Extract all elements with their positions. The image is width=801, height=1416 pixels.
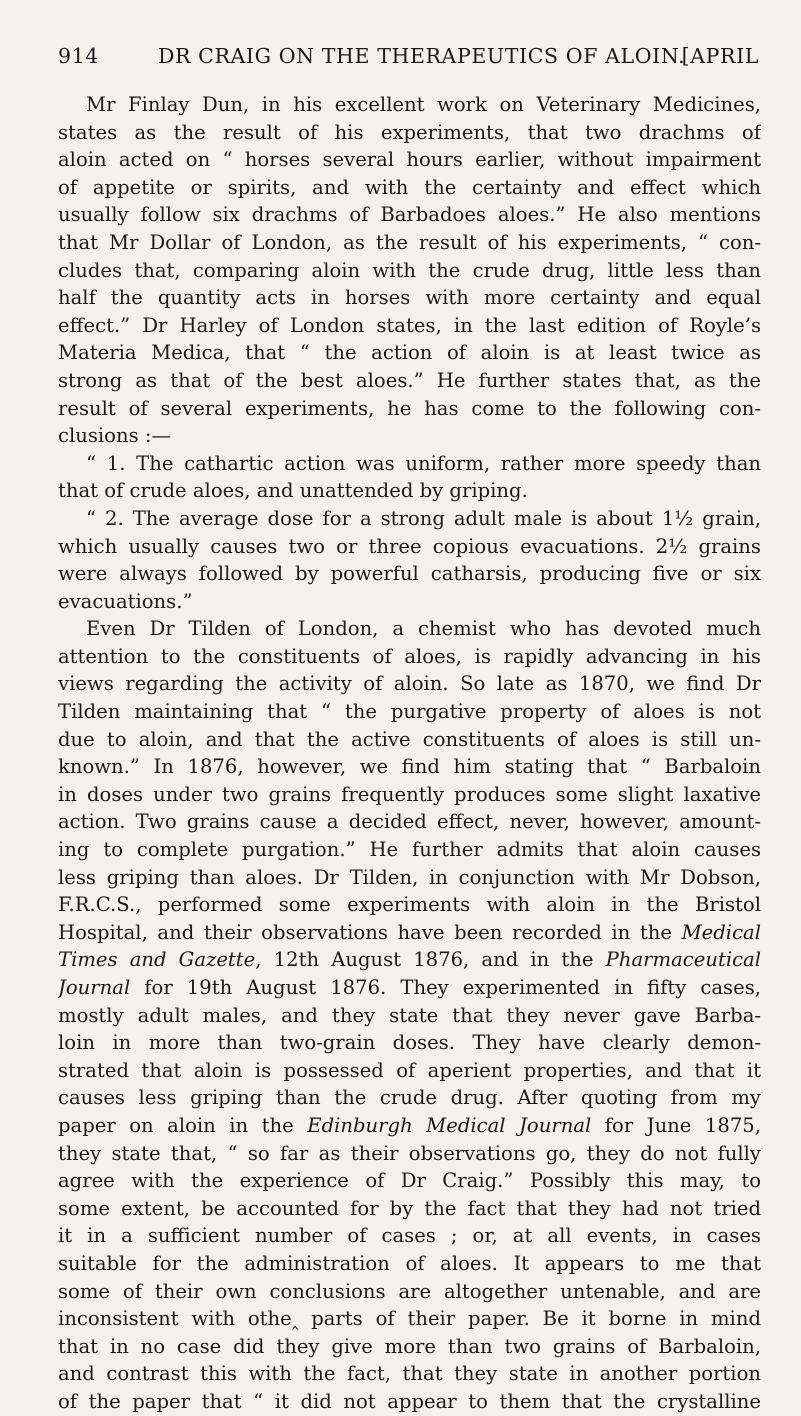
text-line: were always followed by powerful catharsis, producing five or six <box>58 562 761 586</box>
text-line: agree with the experience of Dr Craig.” Possibly this may, to <box>58 1169 761 1193</box>
text-line: it in a sufficient number of cases ; or, at all events, in cases <box>58 1224 761 1248</box>
text-line: some of their own conclusions are altogether untenable, and are <box>58 1279 761 1303</box>
issue-label: [APRIL <box>681 44 759 68</box>
italic-run: Medical <box>681 920 761 944</box>
text-line: states as the result of his experiments, that two drachms of <box>58 120 761 144</box>
text-line: half the quantity acts in horses with more certainty and equal <box>58 286 761 310</box>
text-line <box>58 1112 761 1140</box>
text-line: F.R.C.S., performed some experiments with aloin in the Bristol <box>58 893 761 917</box>
text-line: that of crude aloes, and unattended by griping. <box>58 479 528 503</box>
text-line: Tilden maintaining that “ the purgative property of aloes is not <box>58 700 761 724</box>
text-line: of the paper that “ it did not appear to them that the crystalline <box>58 1389 761 1413</box>
text-line <box>58 919 761 947</box>
text-line: suitable for the administration of aloes. It appears to me that <box>58 1251 761 1275</box>
text-line: less griping than aloes. Dr Tilden, in conjunction with Mr Dobson, <box>58 865 761 889</box>
text-line: Mr Finlay Dun, in his excellent work on Veterinary Medicines, <box>86 93 761 116</box>
text-line: that Mr Dollar of London, as the result of his experiments, “ con- <box>58 230 761 254</box>
text-line: of appetite or spirits, and with the certainty and effect which <box>58 175 761 199</box>
text-line: Materia Medica, that “ the action of aloin is at least twice as <box>58 341 761 365</box>
text-line: effect.” Dr Harley of London states, in the last edition of Royle’s <box>58 313 761 337</box>
text-run: Hospital, and their observations have been recorded in the <box>58 920 672 944</box>
text-line: that in no case did they give more than two grains of Barbaloin, <box>58 1334 761 1358</box>
text-line: cludes that, comparing aloin with the crude drug, little less than <box>58 258 761 282</box>
text-line: aloin acted on “ horses several hours earlier, without impairment <box>58 148 761 172</box>
text-run: for June 1875, <box>604 1113 761 1137</box>
body-text <box>58 91 761 1416</box>
text-line: attention to the constituents of aloes, is rapidly advancing in his <box>58 644 761 668</box>
italic-run: Edinburgh Medical Journal <box>307 1113 592 1137</box>
text-line: and contrast this with the fact, that they state in another portion <box>58 1362 761 1386</box>
text-line: loin in more than two-grain doses. They have clearly demon- <box>58 1031 761 1055</box>
text-line: “ 2. The average dose for a strong adult male is about 1½ grain, <box>86 506 761 530</box>
text-line: usually follow six drachms of Barbadoes aloes.” He also mentions <box>58 203 761 227</box>
text-line: inconsistent with othe‸ parts of their paper. Be it borne in mind <box>58 1307 761 1331</box>
text-line: some extent, be accounted for by the fact that they had not tried <box>58 1196 761 1220</box>
page-number: 914 <box>58 44 99 68</box>
text-line: views regarding the activity of aloin. So late as 1870, we find Dr <box>58 672 761 696</box>
italic-run: Pharmaceutical <box>605 948 761 972</box>
text-run: , 12th August 1876, and in the <box>255 948 594 972</box>
text-line: strated that aloin is possessed of aperient properties, and that it <box>58 1058 761 1082</box>
running-title: DR CRAIG ON THE THERAPEUTICS OF ALOIN. <box>158 44 686 68</box>
italic-run: Times and Gazette <box>58 948 256 972</box>
text-line: Even Dr Tilden of London, a chemist who has devoted much <box>86 617 761 641</box>
text-line <box>58 974 761 1002</box>
text-line: strong as that of the best aloes.” He further states that, as the <box>58 368 761 392</box>
text-line: due to aloin, and that the active constituents of aloes is still un- <box>58 727 761 751</box>
text-line: they state that, “ so far as their observations go, they do not fully <box>58 1141 761 1165</box>
running-header <box>58 44 759 72</box>
text-line: “ 1. The cathartic action was uniform, rather more speedy than <box>86 451 761 475</box>
italic-run: Journal <box>58 976 131 999</box>
text-line: mostly adult males, and they state that they never gave Barba- <box>58 1003 761 1027</box>
text-line <box>58 946 761 974</box>
text-line: in doses under two grains frequently produces some slight laxative <box>58 782 761 806</box>
text-line: action. Two grains cause a decided effect, never, however, amount- <box>58 810 761 834</box>
text-run: for 19th August 1876. They experimented in fifty cases, <box>144 976 761 999</box>
text-line: result of several experiments, he has come to the following con- <box>58 396 761 420</box>
text-line: known.” In 1876, however, we find him stating that “ Barbaloin <box>58 755 761 779</box>
text-run: paper on aloin in the <box>58 1113 294 1137</box>
text-line: evacuations.” <box>58 589 193 613</box>
text-line: ing to complete purgation.” He further admits that aloin causes <box>58 838 761 862</box>
text-line: causes less griping than the crude drug. After quoting from my <box>58 1086 761 1110</box>
text-line: which usually causes two or three copious evacuations. 2½ grains <box>58 534 761 558</box>
text-line: clusions :— <box>58 424 172 448</box>
